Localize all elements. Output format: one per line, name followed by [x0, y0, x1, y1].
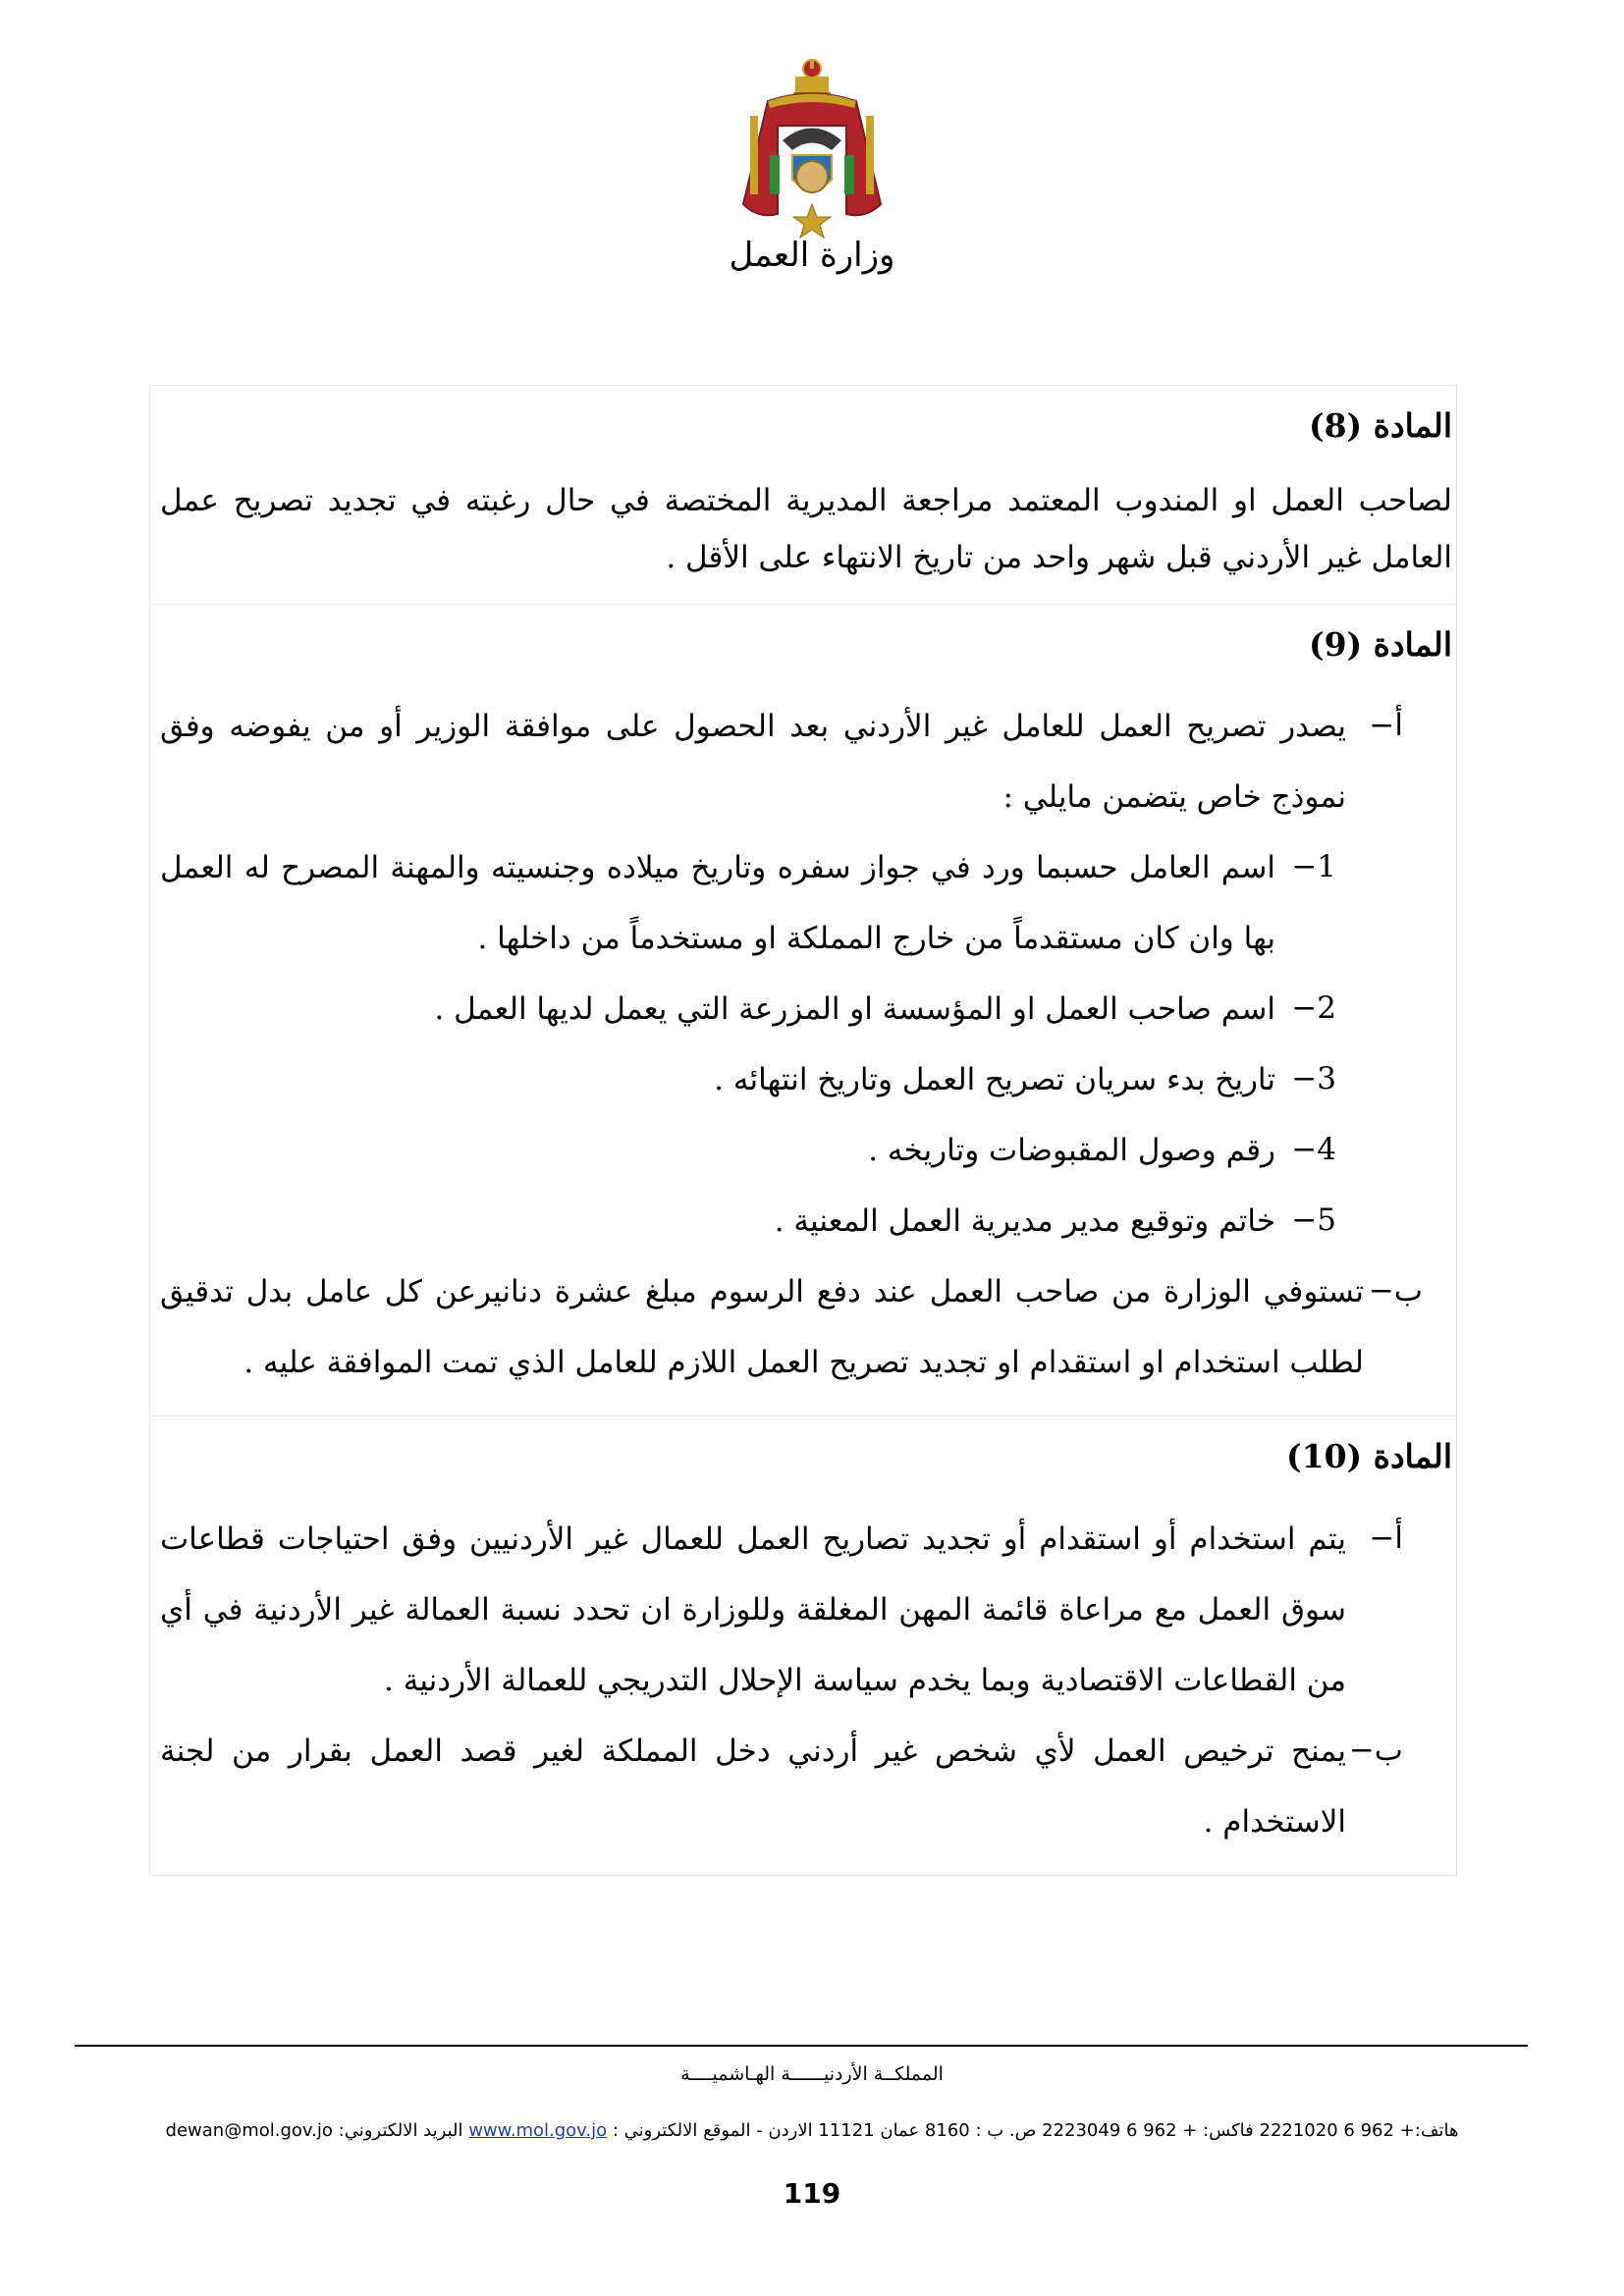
item-text: رقم وصول المقبوضات وتاريخه .	[868, 1133, 1275, 1169]
footer-divider	[75, 2045, 1528, 2047]
article-title: المادة (9)	[1308, 625, 1452, 665]
list-item	[160, 691, 1403, 832]
item-text: تاريخ بدء سريان تصريح العمل وتاريخ انتهائه .	[714, 1062, 1275, 1098]
article-8	[150, 386, 1456, 604]
item-marker: 2−	[1291, 990, 1336, 1027]
article-title: المادة (8)	[1308, 406, 1452, 445]
list-item	[160, 1716, 1403, 1857]
article-paragraph: لصاحب العمل او المندوب المعتمد مراجعة المديرية المختصة في حال رغبته في تجديد تصريح عمل العامل غير الأردني قبل شهر واحد من تاريخ الانتهاء على الأقل .	[160, 483, 1452, 576]
item-marker: ب−	[1348, 1732, 1403, 1768]
contact-details: هاتف:+ 962 6 2221020 فاكس: + 962 6 2223049 ص. ب : 8160 عمان 11121 الاردن - الموقع الالكتروني :	[607, 2120, 1459, 2141]
page-number: 119	[783, 2177, 841, 2210]
list-item	[160, 1504, 1403, 1716]
item-text: خاتم وتوقيع مدير مديرية العمل المعنية .	[774, 1203, 1275, 1240]
list-item	[160, 1044, 1336, 1115]
item-text: اسم العامل حسبما ورد في جواز سفره وتاريخ ميلاده وجنسيته والمهنة المصرح له العمل بها وان كان مستقدماً من خارج المملكة او مستخدماً من داخلها .	[160, 850, 1275, 957]
article-9	[150, 604, 1456, 1415]
item-text: اسم صاحب العمل او المؤسسة او المزرعة التي يعمل لديها العمل .	[434, 991, 1275, 1028]
article-title: المادة (10)	[1285, 1437, 1452, 1476]
item-text: يصدر تصريح العمل للعامل غير الأردني بعد الحصول على موافقة الوزير أو من يفوضه وفق نموذج خاص يتضمن مايلي :	[160, 709, 1346, 816]
email-label: البريد الالكتروني:	[332, 2120, 469, 2141]
ministry-name: وزارة العمل	[729, 236, 895, 275]
item-marker: أ−	[1369, 708, 1403, 744]
item-marker: 5−	[1291, 1202, 1336, 1239]
articles-container	[149, 385, 1457, 1876]
list-item	[160, 832, 1336, 974]
email-address[interactable]: dewan@mol.gov.jo	[165, 2120, 333, 2141]
list-item	[160, 1256, 1423, 1398]
footer-kingdom: المملكــة الأردنيــــــة الهـاشميــــة	[680, 2063, 944, 2085]
item-marker: أ−	[1369, 1520, 1403, 1556]
list-item	[160, 1115, 1336, 1186]
item-text: يتم استخدام أو استقدام أو تجديد تصاريح العمل للعمال غير الأردنيين وفق احتياجات قطاعات سوق العمل مع مراعاة قائمة المهن المغلقة وللوزارة ان تحدد نسبة العمالة غير الأردنية في أي من القطاعات الاقتصادية وبما يخدم سياسة الإحلال التدريجي للعمالة الأردنية .	[160, 1521, 1346, 1698]
item-marker: 1−	[1291, 849, 1336, 885]
item-marker: ب−	[1368, 1273, 1423, 1309]
item-marker: 3−	[1291, 1061, 1336, 1097]
crown-icon	[793, 59, 831, 97]
item-text: تستوفي الوزارة من صاحب العمل عند دفع الرسوم مبلغ عشرة دنانيرعن كل عامل بدل تدقيق لطلب استخدام او استقدام او تجديد تصريح العمل اللازم للعامل الذي تمت الموافقة عليه .	[160, 1274, 1364, 1381]
item-text: يمنح ترخيص العمل لأي شخص غير أردني دخل المملكة لغير قصد العمل بقرار من لجنة الاستخدام .	[160, 1733, 1346, 1840]
footer-contact	[0, 2120, 1624, 2141]
list-item	[160, 1186, 1336, 1256]
article-10	[150, 1415, 1456, 1874]
coat-of-arms-emblem	[729, 57, 895, 243]
website-link[interactable]: www.mol.gov.jo	[468, 2120, 608, 2141]
item-marker: 4−	[1291, 1132, 1336, 1168]
list-item	[160, 974, 1336, 1044]
